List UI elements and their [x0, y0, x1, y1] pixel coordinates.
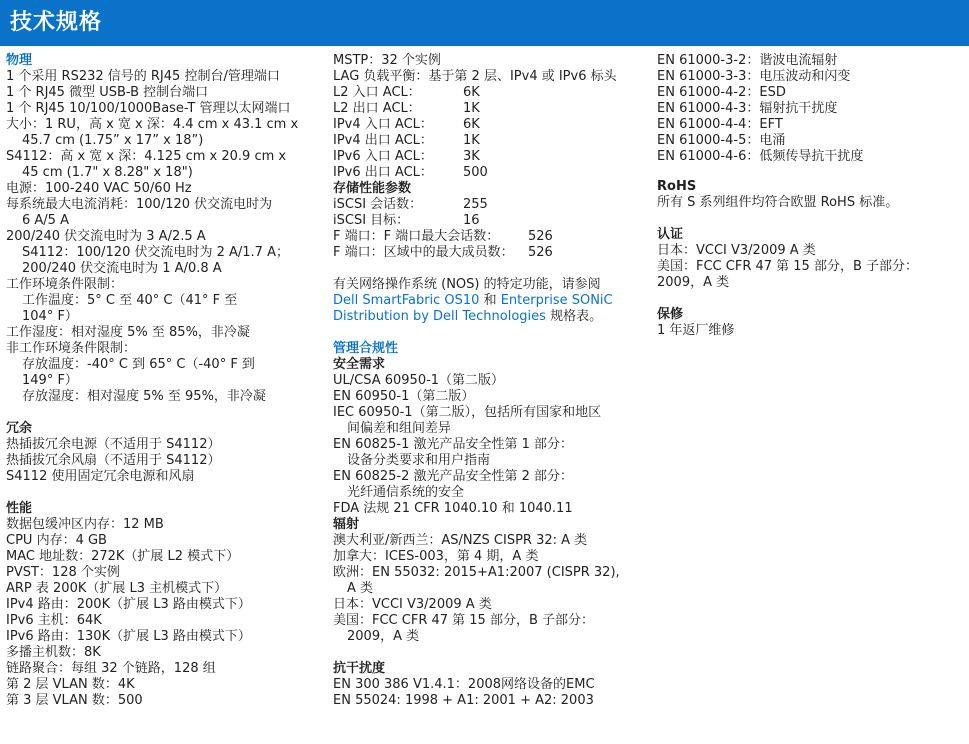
spec-line: S4112 使用固定冗余电源和风扇	[6, 469, 195, 484]
spec-line: S4112：高 x 宽 x 深：4.125 cm x 20.9 cm x	[6, 149, 287, 164]
spec-line: 数据包缓冲区内存：12 MB	[6, 517, 164, 532]
acl-value: 6K	[463, 85, 480, 100]
spec-line: 149° F）	[22, 373, 78, 388]
spec-line: 2009，A 类	[347, 629, 420, 644]
storage-key: iSCSI 目标：	[333, 213, 410, 228]
fport-value: 526	[528, 229, 553, 244]
spec-line: EN 61000-3-3：电压波动和闪变	[657, 69, 851, 84]
spec-line: 工作温度：5° C 至 40° C（41° F 至	[22, 293, 238, 308]
storage-key: iSCSI 会话数：	[333, 197, 423, 212]
spec-line: EN 55024: 1998 + A1: 2001 + A2: 2003	[333, 693, 594, 708]
spec-line: 1 年返厂维修	[657, 323, 735, 338]
spec-line: 存放湿度：相对湿度 5% 至 95%，非冷凝	[22, 389, 266, 404]
section-title-rohs: RoHS	[657, 179, 697, 194]
acl-value: 1K	[463, 101, 480, 116]
fport-key: F 端口：F 端口最大会话数：	[333, 229, 500, 244]
spec-line: IPv6 主机：64K	[6, 613, 102, 628]
acl-row	[333, 117, 645, 133]
section-title-storage: 存储性能参数	[333, 181, 412, 196]
spec-line: 日本：VCCI V3/2009 A 类	[333, 597, 492, 612]
spec-line: 1 个 RJ45 微型 USB-B 控制台端口	[6, 85, 209, 100]
spec-line: 104° F）	[22, 309, 78, 324]
spec-line: 美国：FCC CFR 47 第 15 部分，B 子部分：	[657, 259, 919, 274]
spec-line: 热插拔冗余电源（不适用于 S4112）	[6, 437, 221, 452]
acl-row	[333, 101, 645, 117]
spec-line: MAC 地址数：272K（扩展 L2 模式下）	[6, 549, 240, 564]
acl-key: IPv6 出口 ACL：	[333, 165, 433, 180]
spec-line: 美国：FCC CFR 47 第 15 部分，B 子部分：	[333, 613, 595, 628]
spec-line: 澳大利亚/新西兰：AS/NZS CISPR 32: A 类	[333, 533, 588, 548]
acl-key: IPv4 入口 ACL：	[333, 117, 433, 132]
spec-line: 1 个 RJ45 10/100/1000Base-T 管理以太网端口	[6, 101, 291, 116]
header-bar	[0, 0, 969, 46]
section-title-physical: 物理	[6, 53, 33, 68]
fport-key: F 端口：区域中的最大成员数：	[333, 245, 514, 260]
smartfabric-os10-link[interactable]: Dell SmartFabric OS10	[333, 293, 480, 308]
spec-line: 非工作环境条件限制：	[6, 341, 137, 356]
enterprise-sonic-link-cont[interactable]: Distribution by Dell Technologies	[333, 309, 546, 324]
acl-key: IPv4 出口 ACL：	[333, 133, 433, 148]
enterprise-sonic-link[interactable]: Enterprise SONiC	[500, 293, 613, 308]
spec-line: 1 个采用 RS232 信号的 RJ45 控制台/管理端口	[6, 69, 280, 84]
spec-line: EN 60825-1 激光产品安全性第 1 部分：	[333, 437, 574, 452]
spec-line: 欧洲：EN 55032: 2015+A1:2007 (CISPR 32),	[333, 565, 620, 580]
storage-value: 255	[463, 197, 488, 212]
acl-row	[333, 133, 645, 149]
spec-line: 间偏差和组间差异	[347, 421, 452, 436]
storage-value: 16	[463, 213, 480, 228]
spec-line: IEC 60950-1（第二版），包括所有国家和地区	[333, 405, 602, 420]
fport-row	[333, 229, 645, 245]
spec-line: 每系统最大电流消耗：100/120 伏交流电时为	[6, 197, 273, 212]
spec-line: 大小：1 RU，高 x 宽 x 深：4.4 cm x 43.1 cm x	[6, 117, 299, 132]
spec-line: IPv4 路由：200K（扩展 L3 路由模式下）	[6, 597, 251, 612]
spec-line: 电源：100-240 VAC 50/60 Hz	[6, 181, 192, 196]
section-title-warranty: 保修	[657, 307, 684, 322]
spec-line: EN 61000-4-3：辐射抗干扰度	[657, 101, 838, 116]
spec-line: 日本：VCCI V3/2009 A 类	[657, 243, 816, 258]
storage-row	[333, 213, 645, 229]
spec-line: EN 61000-3-2：谐波电流辐射	[657, 53, 838, 68]
spec-line: 第 3 层 VLAN 数：500	[6, 693, 143, 708]
spec-line: EN 61000-4-5：电涌	[657, 133, 786, 148]
spec-line: EN 60825-2 激光产品安全性第 2 部分：	[333, 469, 574, 484]
column-2	[333, 53, 645, 709]
acl-row	[333, 85, 645, 101]
spec-line: FDA 法规 21 CFR 1040.10 和 1040.11	[333, 501, 573, 516]
nos-tail-text: 规格表。	[545, 309, 603, 324]
spec-line: EN 60950-1（第二版）	[333, 389, 475, 404]
storage-row	[333, 197, 645, 213]
fport-row	[333, 245, 645, 261]
acl-value: 6K	[463, 117, 480, 132]
spec-line: 光纤通信系统的安全	[347, 485, 465, 500]
spec-line: 6 A/5 A	[22, 213, 69, 228]
spec-line: 45.7 cm (1.75” x 17” x 18”)	[22, 133, 204, 148]
spec-line: CPU 内存：4 GB	[6, 533, 107, 548]
acl-key: L2 出口 ACL：	[333, 101, 421, 116]
spec-line: 存放温度：-40° C 到 65° C（-40° F 到	[22, 357, 255, 372]
nos-and-text: 和	[479, 293, 501, 308]
spec-line: MSTP：32 个实例	[333, 53, 441, 68]
spec-line: PVST：128 个实例	[6, 565, 120, 580]
spec-line: UL/CSA 60950-1（第二版）	[333, 373, 505, 388]
spec-line: 工作环境条件限制：	[6, 277, 124, 292]
acl-row	[333, 165, 645, 181]
section-title-certification: 认证	[657, 227, 684, 242]
spec-line: S4112：100/120 伏交流电时为 2 A/1.7 A；	[22, 245, 289, 260]
column-1	[6, 53, 322, 709]
spec-line: 第 2 层 VLAN 数：4K	[6, 677, 135, 692]
acl-value: 500	[463, 165, 488, 180]
acl-value: 3K	[463, 149, 480, 164]
subsection-title-safety: 安全需求	[333, 357, 386, 372]
subsection-title-emissions: 辐射	[333, 517, 360, 532]
spec-line: EN 61000-4-6：低频传导抗干扰度	[657, 149, 864, 164]
acl-row	[333, 149, 645, 165]
acl-key: IPv6 入口 ACL：	[333, 149, 433, 164]
spec-line: A 类	[347, 581, 374, 596]
section-title-redundancy: 冗余	[6, 421, 33, 436]
acl-value: 1K	[463, 133, 480, 148]
spec-line: EN 61000-4-4：EFT	[657, 117, 783, 132]
spec-line: 工作湿度：相对湿度 5% 至 85%，非冷凝	[6, 325, 250, 340]
spec-line: 设备分类要求和用户指南	[347, 453, 491, 468]
spec-line: 200/240 伏交流电时为 3 A/2.5 A	[6, 229, 206, 244]
nos-note-line	[333, 309, 645, 325]
spec-line: 2009，A 类	[657, 275, 730, 290]
spec-line: EN 300 386 V1.4.1：2008网络设备的EMC	[333, 677, 595, 692]
nos-note-line: 有关网络操作系统 (NOS) 的特定功能，请参阅	[333, 277, 601, 292]
column-3	[657, 53, 957, 339]
spec-line: 200/240 伏交流电时为 1 A/0.8 A	[22, 261, 222, 276]
section-title-performance: 性能	[6, 501, 33, 516]
subsection-title-immunity: 抗干扰度	[333, 661, 386, 676]
acl-key: L2 入口 ACL：	[333, 85, 421, 100]
page-title: 技术规格	[10, 10, 103, 35]
spec-line: 链路聚合：每组 32 个链路，128 组	[6, 661, 216, 676]
spec-line: 多播主机数：8K	[6, 645, 101, 660]
spec-line: 所有 S 系列组件均符合欧盟 RoHS 标准。	[657, 195, 899, 210]
nos-note-line	[333, 293, 645, 309]
spec-line: ARP 表 200K（扩展 L3 主机模式下）	[6, 581, 228, 596]
spec-line: 加拿大：ICES-003，第 4 期，A 类	[333, 549, 539, 564]
spec-line: LAG 负载平衡：基于第 2 层、IPv4 或 IPv6 标头	[333, 69, 617, 84]
spec-line: EN 61000-4-2：ESD	[657, 85, 786, 100]
spec-line: 热插拔冗余风扇（不适用于 S4112）	[6, 453, 221, 468]
spec-line: 45 cm (1.7" x 8.28" x 18")	[22, 165, 193, 180]
section-title-compliance: 管理合规性	[333, 341, 399, 356]
spec-line: IPv6 路由：130K（扩展 L3 路由模式下）	[6, 629, 251, 644]
fport-value: 526	[528, 245, 553, 260]
